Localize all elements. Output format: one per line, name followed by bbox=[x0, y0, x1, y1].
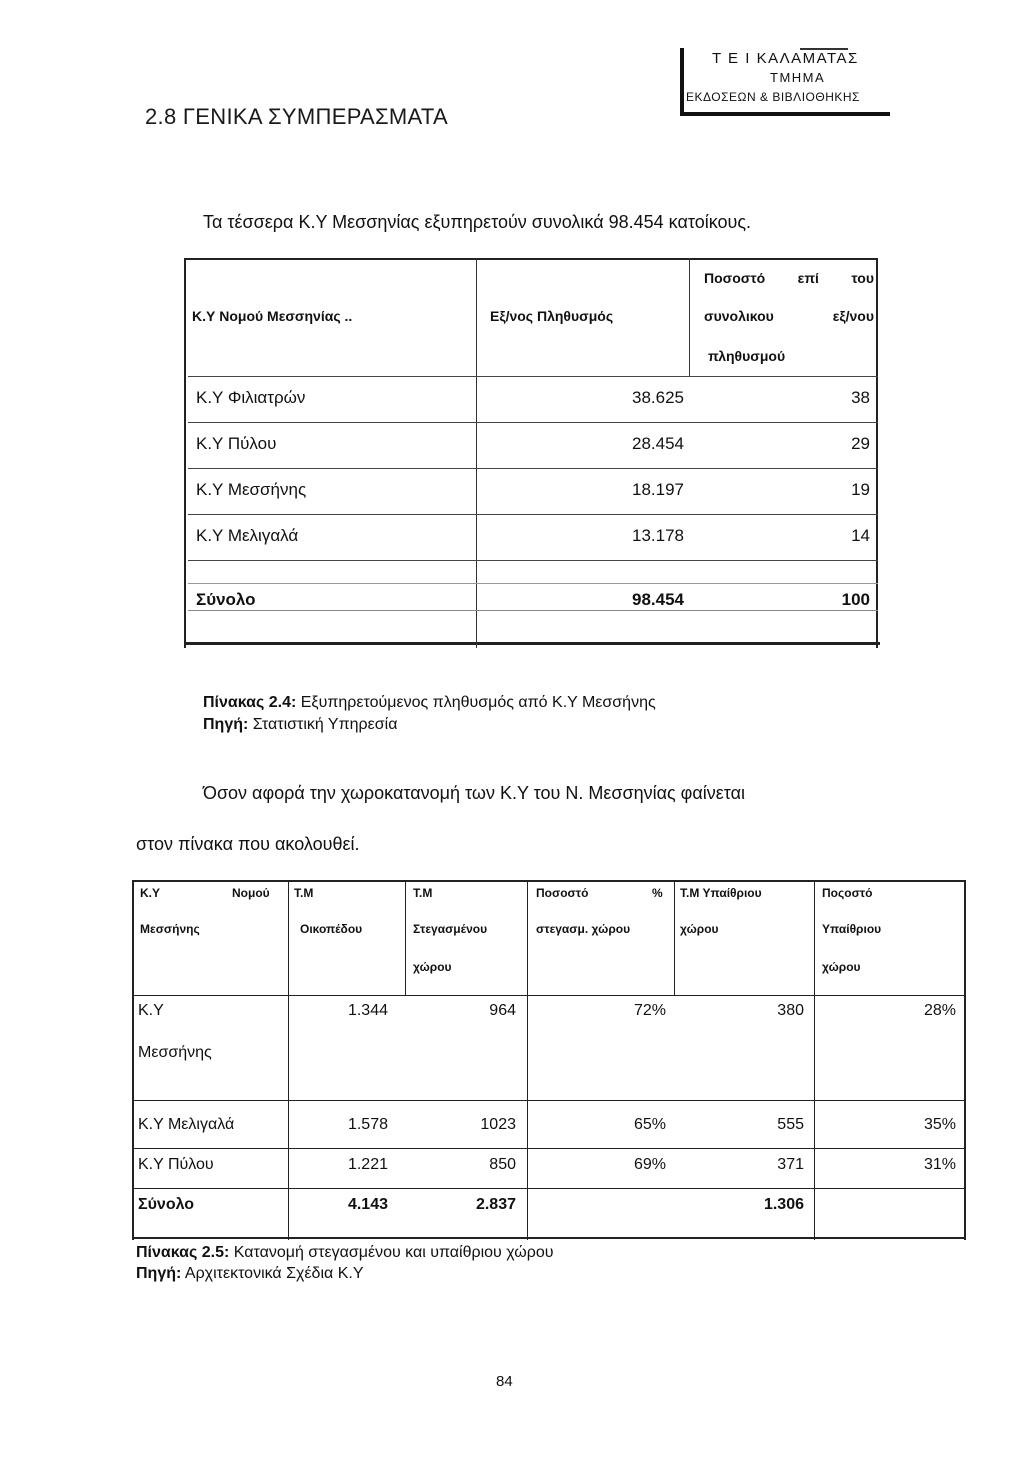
row-covered-pct: 72% bbox=[633, 1002, 666, 1019]
row-name: Κ.Υ Φιλιατρών bbox=[196, 388, 306, 407]
space-distribution-table bbox=[132, 880, 966, 1242]
paragraph-line: Όσον αφορά την χωροκατανομή των Κ.Υ του Ν. Μεσσηνίας φαίνεται bbox=[203, 783, 746, 803]
row-open: 371 bbox=[777, 1156, 804, 1173]
header-c4-b: στεγασμ. χώρου bbox=[536, 922, 631, 936]
row-name: Κ.Υ Μελιγαλά bbox=[196, 526, 299, 545]
header-c2-b: Οικοπέδου bbox=[300, 922, 363, 936]
total-percent: 100 bbox=[841, 590, 870, 609]
row-population: 18.197 bbox=[632, 480, 684, 499]
library-stamp bbox=[680, 48, 890, 120]
header-c3-c: χώρου bbox=[413, 960, 452, 974]
row-name: Κ.Υ Μεσσήνης bbox=[196, 480, 307, 499]
intro-paragraph: Τα τέσσερα Κ.Υ Μεσσηνίας εξυπηρετούν συνολικά 98.454 κατοίκους. bbox=[203, 212, 752, 232]
header-c6-a: Ποςοστό bbox=[822, 886, 873, 900]
total-covered: 2.837 bbox=[475, 1196, 516, 1213]
row-name: Κ.Υ Πύλου bbox=[138, 1156, 214, 1173]
total-population: 98.454 bbox=[632, 590, 684, 609]
header-percent-line1: Ποσοστό επί του bbox=[704, 270, 874, 286]
row-open-pct: 31% bbox=[923, 1156, 956, 1173]
row-covered: 850 bbox=[489, 1156, 516, 1173]
stamp-line-2: ΤΜΗΜΑ bbox=[770, 70, 826, 85]
row-name: Κ.Υ bbox=[138, 1002, 164, 1019]
source-label: Πηγή: bbox=[203, 716, 249, 733]
row-population: 13.178 bbox=[632, 526, 684, 545]
table-caption bbox=[203, 694, 656, 712]
header-percent-line2: συνολικου εξ/νου bbox=[704, 308, 874, 324]
row-percent: 29 bbox=[851, 434, 870, 453]
row-open-pct: 28% bbox=[923, 1002, 956, 1019]
header-population: Εξ/νος Πληθυσμός bbox=[490, 308, 614, 324]
header-c1-a: Κ.Υ bbox=[140, 886, 161, 900]
header-percent-line3: πληθυσμού bbox=[708, 348, 786, 364]
row-percent: 14 bbox=[851, 526, 870, 545]
caption-label: Πίνακας 2.5: bbox=[136, 1244, 230, 1261]
source-text: Στατιστική Υπηρεσία bbox=[252, 716, 398, 733]
row-population: 28.454 bbox=[632, 434, 684, 453]
row-covered: 1023 bbox=[480, 1116, 516, 1133]
header-c4-pct: % bbox=[652, 886, 663, 900]
page-number: 84 bbox=[496, 1373, 513, 1390]
source-label: Πηγή: bbox=[136, 1265, 182, 1282]
row-name: Κ.Υ Πύλου bbox=[196, 434, 277, 453]
section-heading: 2.8 ΓΕΝΙΚΑ ΣΥΜΠΕΡΑΣΜΑΤΑ bbox=[145, 104, 448, 129]
total-open: 1.306 bbox=[763, 1196, 804, 1213]
row-percent: 19 bbox=[851, 480, 870, 499]
caption-text: Εξυπηρετούμενος πληθυσμός από Κ.Υ Μεσσήνης bbox=[300, 694, 656, 711]
row-name: Κ.Υ Μελιγαλά bbox=[138, 1116, 235, 1133]
paragraph-line: στον πίνακα που ακολουθεί. bbox=[136, 834, 360, 854]
row-plot: 1.578 bbox=[347, 1116, 388, 1133]
row-plot: 1.344 bbox=[347, 1002, 388, 1019]
stamp-line-3: ΕΚΔΟΣΕΩΝ & ΒΙΒΛΙΟΘΗΚΗΣ bbox=[686, 90, 860, 104]
row-open: 380 bbox=[777, 1002, 804, 1019]
header-c6-b: Υπαίθριου bbox=[822, 922, 882, 936]
total-label: Σύνολο bbox=[138, 1196, 195, 1213]
header-c3-b: Στεγασμένου bbox=[413, 922, 488, 936]
table-source bbox=[203, 716, 397, 734]
caption-text: Κατανομή στεγασμένου και υπαίθριου χώρου bbox=[233, 1244, 554, 1261]
header-c1-c: Μεσσήνης bbox=[140, 922, 200, 936]
header-c5-b: χώρου bbox=[680, 922, 719, 936]
header-health-center: Κ.Υ Νομού Μεσσηνίας .. bbox=[192, 308, 353, 324]
header-c5-a: Τ.Μ Υπαίθριου bbox=[680, 886, 762, 900]
total-label: Σύνολο bbox=[196, 590, 256, 609]
row-covered-pct: 69% bbox=[633, 1156, 666, 1173]
row-population: 38.625 bbox=[632, 388, 684, 407]
row-name-cont: Μεσσήνης bbox=[138, 1044, 212, 1061]
stamp-line-1: Τ Ε Ι ΚΑΛΑΜΑΤΑΣ bbox=[712, 50, 859, 67]
table-caption bbox=[136, 1244, 553, 1262]
table-source bbox=[136, 1265, 363, 1283]
source-text: Αρχιτεκτονικά Σχέδια Κ.Υ bbox=[184, 1265, 364, 1282]
row-covered: 964 bbox=[489, 1002, 516, 1019]
header-c3-a: Τ.Μ bbox=[413, 886, 433, 900]
row-percent: 38 bbox=[851, 388, 870, 407]
row-covered-pct: 65% bbox=[633, 1116, 666, 1133]
header-c4-a: Ποσοστό bbox=[536, 886, 589, 900]
row-open-pct: 35% bbox=[923, 1116, 956, 1133]
row-plot: 1.221 bbox=[347, 1156, 388, 1173]
row-open: 555 bbox=[777, 1116, 804, 1133]
header-c1-b: Νομού bbox=[232, 886, 270, 900]
total-plot: 4.143 bbox=[347, 1196, 388, 1213]
caption-label: Πίνακας 2.4: bbox=[203, 694, 297, 711]
header-c6-c: χώρου bbox=[822, 960, 861, 974]
population-table bbox=[184, 258, 880, 650]
header-c2-a: Τ.Μ bbox=[294, 886, 314, 900]
